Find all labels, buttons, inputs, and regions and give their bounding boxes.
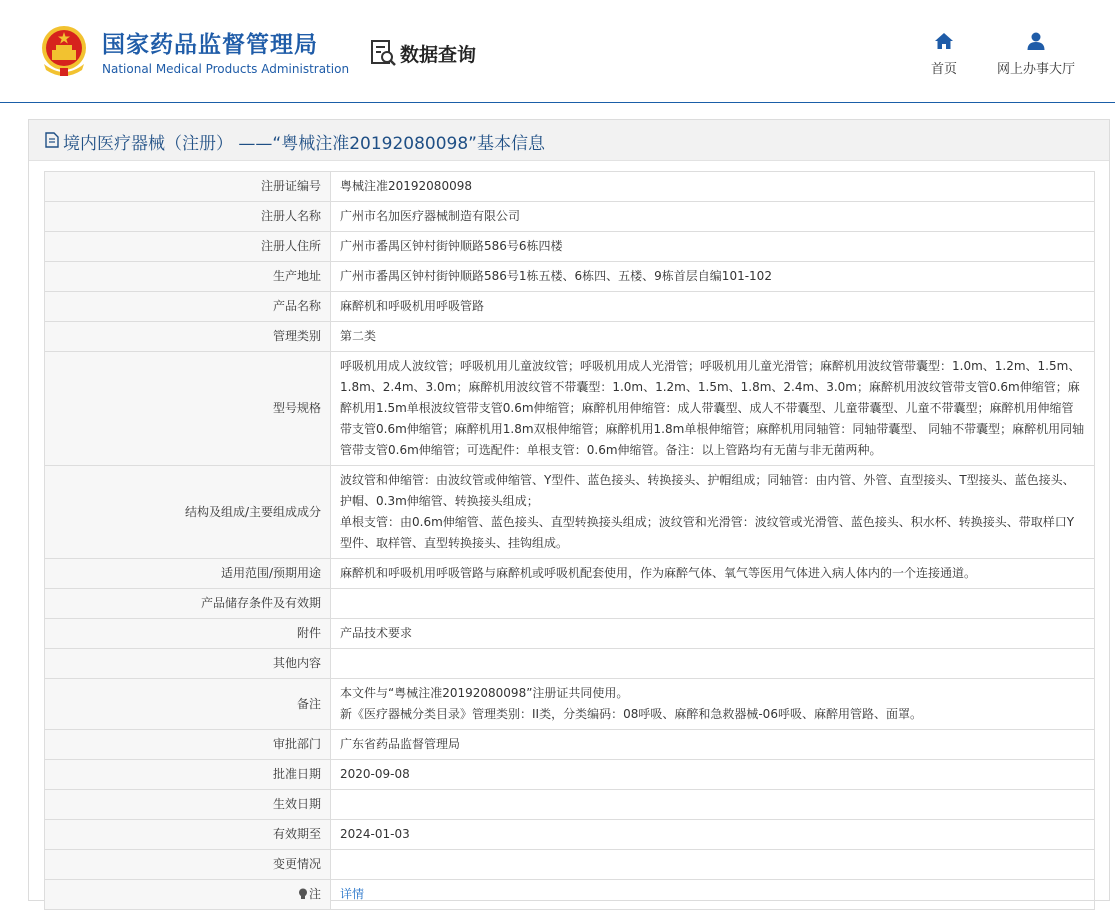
table-row [45, 466, 1095, 559]
field-value [331, 850, 1095, 880]
table-row [45, 559, 1095, 589]
table-row [45, 880, 1095, 910]
table-row [45, 850, 1095, 880]
field-label: 有效期至 [45, 820, 331, 850]
field-value [331, 649, 1095, 679]
details-link[interactable]: 详情 [340, 887, 365, 901]
field-value: 呼吸机用成人波纹管；呼吸机用儿童波纹管；呼吸机用成人光滑管；呼吸机用儿童光滑管；麻醉机用波纹管带囊型：1.0m、1.2m、1.5m、1.8m、2.4m、3.0m；麻醉机用波纹管不带囊型：1.0m、1.2m、1.5m、1.8m、2.4m、3.0m；麻醉机用波纹管带支管0.6m伸缩管；麻醉机用1.5m单根波纹管带支管0.6m伸缩管；麻醉机用伸缩管：成人带囊型、成人不带囊型、儿童带囊型、儿童不带囊型；麻醉机用伸缩管带支管0.6m伸缩管；麻醉机用1.8m双根伸缩管；麻醉机用1.8m单根伸缩管；麻醉机用同轴管：同轴带囊型、 同轴不带囊型；麻醉机用同轴管带支管0.6m伸缩管；可选配件：单根支管：0.6m伸缩管。备注：以上管路均有无菌与非无菌两种。 [331, 352, 1095, 466]
national-emblem-icon [38, 24, 90, 78]
table-row [45, 679, 1095, 730]
field-value: 广州市名加医疗器械制造有限公司 [331, 202, 1095, 232]
table-row [45, 322, 1095, 352]
field-value-line: 波纹管和伸缩管：由波纹管或伸缩管、Y型件、蓝色接头、转换接头、护帽组成；同轴管：由内管、外管、直型接头、T型接头、蓝色接头、护帽、0.3m伸缩管、转换接头组成； [340, 473, 1075, 508]
field-label: 型号规格 [45, 352, 331, 466]
table-row [45, 589, 1095, 619]
table-row [45, 172, 1095, 202]
field-value [331, 679, 1095, 730]
field-value: 2020-09-08 [331, 760, 1095, 790]
field-label: 附件 [45, 619, 331, 649]
field-value [331, 880, 1095, 910]
field-label: 适用范围/预期用途 [45, 559, 331, 589]
table-row [45, 292, 1095, 322]
table-row [45, 232, 1095, 262]
document-search-icon [370, 38, 398, 68]
panel-title: 境内医疗器械（注册） ——“粤械注准20192080098”基本信息 [63, 134, 545, 154]
field-value: 产品技术要求 [331, 619, 1095, 649]
site-logo[interactable] [38, 22, 350, 82]
table-row [45, 790, 1095, 820]
field-value: 粤械注准20192080098 [331, 172, 1095, 202]
note-label [45, 880, 331, 910]
field-label: 变更情况 [45, 850, 331, 880]
logo-chinese-name: 国家药品监督管理局 [102, 32, 318, 58]
panel-title-bar [29, 120, 1109, 161]
field-label: 结构及组成/主要组成成分 [45, 466, 331, 559]
field-value: 2024-01-03 [331, 820, 1095, 850]
field-label: 注册证编号 [45, 172, 331, 202]
home-icon [934, 32, 954, 50]
field-label: 产品名称 [45, 292, 331, 322]
registration-info-table [44, 171, 1095, 910]
field-label: 审批部门 [45, 730, 331, 760]
table-row [45, 202, 1095, 232]
detail-panel [28, 119, 1110, 901]
field-label: 其他内容 [45, 649, 331, 679]
site-header [0, 0, 1115, 103]
field-value: 麻醉机和呼吸机用呼吸管路与麻醉机或呼吸机配套使用，作为麻醉气体、氧气等医用气体进入病人体内的一个连接通道。 [331, 559, 1095, 589]
table-row [45, 649, 1095, 679]
nav-home[interactable] [924, 32, 964, 77]
field-label: 备注 [45, 679, 331, 730]
table-row [45, 619, 1095, 649]
field-value: 广东省药品监督管理局 [331, 730, 1095, 760]
field-label: 批准日期 [45, 760, 331, 790]
lightbulb-icon [298, 888, 308, 900]
field-value [331, 466, 1095, 559]
table-row [45, 352, 1095, 466]
field-value: 第二类 [331, 322, 1095, 352]
nav-home-label: 首页 [930, 62, 957, 77]
field-value: 广州市番禺区钟村街钟顺路586号6栋四楼 [331, 232, 1095, 262]
field-value-line: 单根支管：由0.6m伸缩管、蓝色接头、直型转换接头组成；波纹管和光滑管：波纹管或光滑管、蓝色接头、积水杯、转换接头、带取样口Y型件、取样管、直型转换接头、挂钩组成。 [340, 515, 1075, 550]
field-value [331, 790, 1095, 820]
nav-online-service-hall-label: 网上办事大厅 [996, 62, 1075, 77]
field-value-line: 新《医疗器械分类目录》管理类别：II类，分类编码：08呼吸、麻醉和急救器械-06呼吸、麻醉用管路、面罩。 [340, 707, 922, 721]
field-label: 生产地址 [45, 262, 331, 292]
user-icon [1026, 32, 1046, 50]
logo-english-name: National Medical Products Administration [102, 62, 350, 76]
nav-online-service-hall[interactable] [992, 32, 1080, 77]
data-query-label: 数据查询 [400, 44, 477, 66]
field-value [331, 589, 1095, 619]
table-row [45, 262, 1095, 292]
table-row [45, 820, 1095, 850]
field-label: 产品储存条件及有效期 [45, 589, 331, 619]
note-label-text: 注 [308, 887, 321, 901]
field-label: 注册人名称 [45, 202, 331, 232]
table-row [45, 760, 1095, 790]
field-label: 管理类别 [45, 322, 331, 352]
field-value-line: 本文件与“粤械注准20192080098”注册证共同使用。 [340, 686, 629, 700]
table-row [45, 730, 1095, 760]
field-label: 注册人住所 [45, 232, 331, 262]
document-icon [45, 132, 59, 148]
field-value: 麻醉机和呼吸机用呼吸管路 [331, 292, 1095, 322]
field-label: 生效日期 [45, 790, 331, 820]
field-value: 广州市番禺区钟村街钟顺路586号1栋五楼、6栋四、五楼、9栋首层自编101-102 [331, 262, 1095, 292]
